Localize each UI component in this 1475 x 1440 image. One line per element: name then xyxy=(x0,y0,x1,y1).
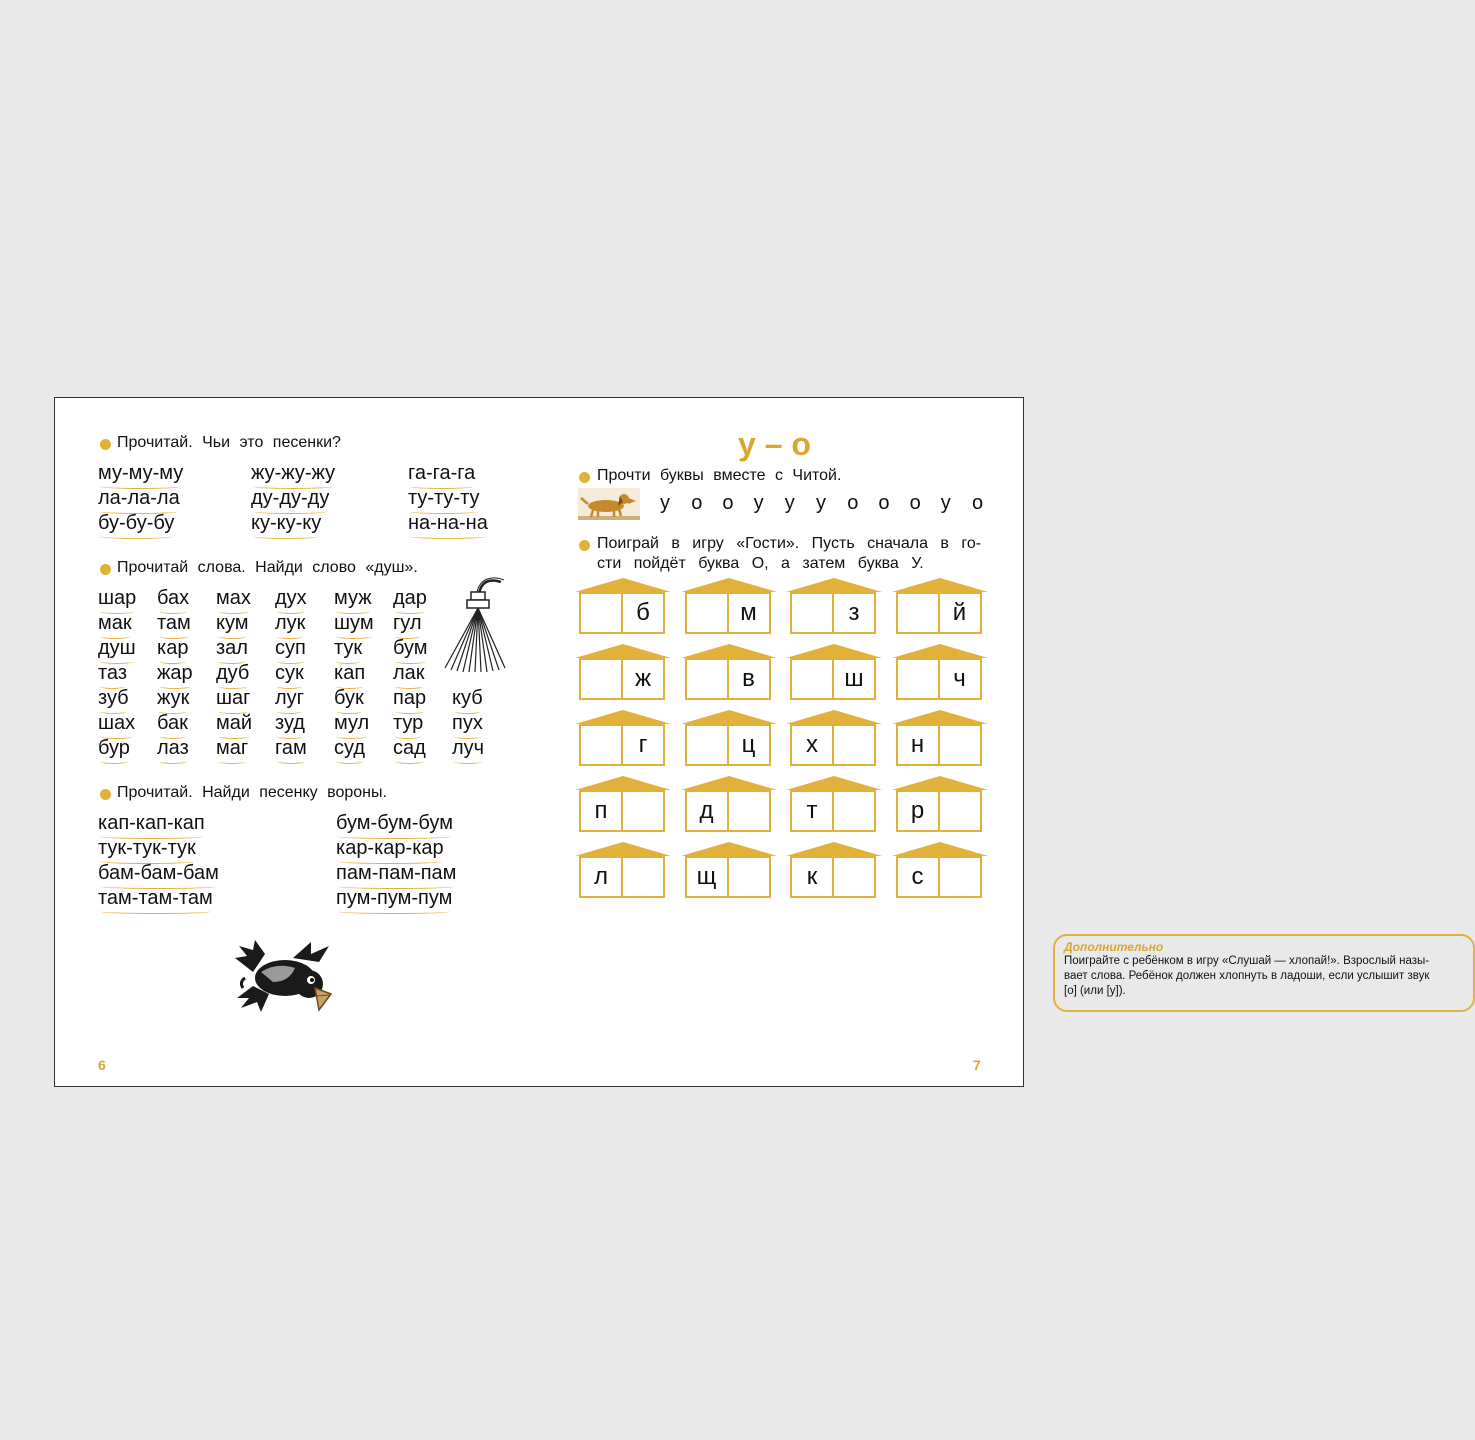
letter: о xyxy=(972,492,984,514)
house-room-left[interactable]: н xyxy=(910,731,925,758)
house-roof xyxy=(681,710,777,724)
house-room-right[interactable]: ц xyxy=(727,726,769,764)
letter: о xyxy=(878,492,890,514)
house-body xyxy=(685,724,771,766)
word-cell: бум xyxy=(393,636,428,660)
house-room-left[interactable] xyxy=(792,660,832,698)
letter-house xyxy=(892,644,988,706)
house-body xyxy=(896,658,982,700)
letter-house xyxy=(786,578,882,640)
word-cell: мак xyxy=(98,611,132,635)
house-room-left[interactable] xyxy=(687,726,727,764)
word-cell: шаг xyxy=(216,686,250,710)
song-word: бум-бум-бум xyxy=(336,811,453,835)
song-word: бам-бам-бам xyxy=(98,861,219,885)
house-room-left[interactable]: к xyxy=(806,863,818,890)
word-cell: куб xyxy=(452,686,483,710)
letter-house xyxy=(575,710,671,772)
letter-house xyxy=(575,776,671,838)
house-roof xyxy=(786,776,882,790)
page-title: у – о xyxy=(738,426,811,462)
extra-line: вает слова. Ребёнок должен хлопнуть в ладоши, если услышит звук xyxy=(1064,970,1430,982)
house-room-left[interactable] xyxy=(687,594,727,632)
house-body xyxy=(579,592,665,634)
section2-instruction-line1: Поиграй в игру «Гости». Пусть сначала в го- xyxy=(597,535,982,552)
syllable-word: му-му-му xyxy=(98,461,183,485)
section2-instruction-line2: сти пойдёт буква О, а затем буква У. xyxy=(597,555,924,572)
house-body xyxy=(685,592,771,634)
word-cell: душ xyxy=(98,636,136,660)
letter: у xyxy=(940,492,951,514)
house-room-right[interactable]: ш xyxy=(832,660,874,698)
word-cell: маг xyxy=(216,736,248,760)
song-word: пам-пам-пам xyxy=(336,861,456,885)
house-room-right[interactable] xyxy=(727,792,769,830)
house-roof xyxy=(575,644,671,658)
shower-head-icon xyxy=(441,576,509,674)
word-cell: таз xyxy=(98,661,127,685)
letter-house xyxy=(786,842,882,904)
word-cell: сад xyxy=(393,736,426,760)
letter: у xyxy=(753,492,764,514)
house-room-left[interactable]: т xyxy=(806,797,818,824)
word-cell: бур xyxy=(98,736,130,760)
house-room-right[interactable] xyxy=(832,858,874,896)
house-roof xyxy=(575,842,671,856)
house-room-right[interactable] xyxy=(938,858,980,896)
dachshund-icon xyxy=(578,488,640,520)
letter-house xyxy=(786,710,882,772)
word-cell: муж xyxy=(334,586,372,610)
song-word: кар-кар-кар xyxy=(336,836,444,860)
house-body xyxy=(896,724,982,766)
house-room-left[interactable] xyxy=(581,660,621,698)
house-room-right[interactable] xyxy=(727,858,769,896)
house-roof xyxy=(681,578,777,592)
house-room-right[interactable] xyxy=(938,792,980,830)
house-roof xyxy=(786,710,882,724)
house-room-right[interactable]: в xyxy=(727,660,769,698)
house-roof xyxy=(681,644,777,658)
letter: у xyxy=(660,492,670,514)
house-room-right[interactable]: ч xyxy=(938,660,980,698)
word-cell: сук xyxy=(275,661,304,685)
house-roof xyxy=(786,578,882,592)
word-cell: шар xyxy=(98,586,136,610)
house-body xyxy=(896,790,982,832)
word-cell: гул xyxy=(393,611,422,635)
word-cell: шах xyxy=(98,711,135,735)
word-cell: дух xyxy=(275,586,307,610)
letter-house xyxy=(575,842,671,904)
house-body xyxy=(685,658,771,700)
section1-instruction: Прочитай. Чьи это песенки? xyxy=(117,434,341,451)
house-room-left[interactable] xyxy=(581,594,621,632)
word-cell: луг xyxy=(275,686,304,710)
house-room-left[interactable] xyxy=(792,594,832,632)
letter-house xyxy=(892,842,988,904)
word-cell: жук xyxy=(157,686,189,710)
bullet-icon xyxy=(579,472,590,483)
house-roof xyxy=(681,842,777,856)
page-number: 6 xyxy=(98,1057,106,1073)
house-room-right[interactable] xyxy=(832,792,874,830)
word-cell: бах xyxy=(157,586,189,610)
house-roof xyxy=(892,710,988,724)
word-cell: зал xyxy=(216,636,248,660)
word-cell: суд xyxy=(334,736,365,760)
house-room-right[interactable]: м xyxy=(727,594,769,632)
house-body xyxy=(579,856,665,898)
left-page xyxy=(55,398,540,1086)
word-cell: мах xyxy=(216,586,251,610)
house-room-left[interactable]: л xyxy=(593,863,608,890)
house-room-left[interactable]: с xyxy=(911,863,924,890)
word-cell: дар xyxy=(393,586,427,610)
word-cell: лук xyxy=(275,611,305,635)
word-cell: пух xyxy=(452,711,483,735)
house-body xyxy=(790,724,876,766)
word-cell: гам xyxy=(275,736,307,760)
house-room-right[interactable] xyxy=(832,726,874,764)
house-room-left[interactable]: р xyxy=(910,797,925,824)
word-cell: тук xyxy=(334,636,362,660)
song-word: пум-пум-пум xyxy=(336,886,452,910)
syllable-word: ку-ку-ку xyxy=(251,511,321,535)
house-room-left[interactable] xyxy=(687,660,727,698)
letter-house xyxy=(575,644,671,706)
word-cell: лак xyxy=(393,661,425,685)
word-cell: шум xyxy=(334,611,374,635)
letter-house xyxy=(892,776,988,838)
letter: у xyxy=(816,492,826,514)
word-cell: пар xyxy=(393,686,426,710)
house-room-right[interactable]: й xyxy=(938,594,980,632)
syllable-word: жу-жу-жу xyxy=(251,461,335,485)
word-cell: зуб xyxy=(98,686,129,710)
extra-line: Поиграйте с ребёнком в игру «Слушай — хлопай!». Взрослый назы- xyxy=(1064,955,1430,967)
word-cell: лаз xyxy=(157,736,189,760)
house-room-left[interactable]: д xyxy=(699,797,714,824)
word-cell: жар xyxy=(157,661,193,685)
bullet-icon xyxy=(579,540,590,551)
bullet-icon xyxy=(100,789,111,800)
syllable-word: ла-ла-ла xyxy=(98,486,180,510)
letter-house xyxy=(681,842,777,904)
right-page xyxy=(540,398,1430,1086)
house-room-right[interactable] xyxy=(621,858,663,896)
letter-house xyxy=(892,578,988,640)
word-cell: кап xyxy=(334,661,365,685)
word-cell: мул xyxy=(334,711,369,735)
section2-instruction: Прочитай слова. Найди слово «душ». xyxy=(117,559,418,576)
house-room-right[interactable]: ж xyxy=(621,660,663,698)
letter-house xyxy=(681,710,777,772)
book-spread xyxy=(54,397,1430,1087)
house-body xyxy=(896,856,982,898)
extra-line: [о] (или [у]). xyxy=(1064,985,1126,997)
house-roof xyxy=(575,776,671,790)
word-cell: зуд xyxy=(275,711,305,735)
syllable-word: бу-бу-бу xyxy=(98,511,174,535)
letter-house xyxy=(681,776,777,838)
letter: о xyxy=(691,492,703,514)
crow-illustration xyxy=(233,938,337,1020)
house-room-right[interactable]: з xyxy=(832,594,874,632)
letter-house xyxy=(786,644,882,706)
letter-house xyxy=(892,710,988,772)
word-cell: бук xyxy=(334,686,364,710)
letter: о xyxy=(909,492,921,514)
word-cell: тур xyxy=(393,711,423,735)
letter: у xyxy=(784,492,795,514)
house-room-left[interactable] xyxy=(898,594,938,632)
house-body xyxy=(790,790,876,832)
house-body xyxy=(685,856,771,898)
house-room-right[interactable]: б xyxy=(621,594,663,632)
house-roof xyxy=(892,842,988,856)
song-word: кап-кап-кап xyxy=(98,811,205,835)
house-roof xyxy=(681,776,777,790)
house-body xyxy=(579,790,665,832)
word-cell: луч xyxy=(452,736,484,760)
word-cell: там xyxy=(157,611,191,635)
letter-house xyxy=(681,644,777,706)
word-cell: кар xyxy=(157,636,188,660)
house-body xyxy=(790,658,876,700)
word-cell: дуб xyxy=(216,661,249,685)
word-cell: май xyxy=(216,711,252,735)
word-cell: суп xyxy=(275,636,306,660)
extra-box xyxy=(1053,934,1475,1012)
house-body xyxy=(790,592,876,634)
house-roof xyxy=(892,776,988,790)
letter-house xyxy=(786,776,882,838)
syllable-word: га-га-га xyxy=(408,461,475,485)
section3-instruction: Прочитай. Найди песенку вороны. xyxy=(117,784,387,801)
house-roof xyxy=(786,644,882,658)
syllable-word: ту-ту-ту xyxy=(408,486,479,510)
house-room-left[interactable] xyxy=(581,726,621,764)
extra-title: Дополнительно xyxy=(1064,940,1164,954)
letter-house xyxy=(575,578,671,640)
house-body xyxy=(790,856,876,898)
song-word: там-там-там xyxy=(98,886,213,910)
house-body xyxy=(579,658,665,700)
house-roof xyxy=(786,842,882,856)
house-roof xyxy=(575,710,671,724)
syllable-word: на-на-на xyxy=(408,511,488,535)
page-number: 7 xyxy=(973,1057,981,1073)
house-room-left[interactable]: х xyxy=(806,731,818,758)
letter-house xyxy=(681,578,777,640)
syllable-word: ду-ду-ду xyxy=(251,486,329,510)
house-room-left[interactable]: щ xyxy=(696,863,717,890)
house-roof xyxy=(892,644,988,658)
house-body xyxy=(579,724,665,766)
letter: о xyxy=(722,492,734,514)
letter: о xyxy=(847,492,859,514)
house-room-left[interactable] xyxy=(898,660,938,698)
section1-instruction: Прочти буквы вместе с Читой. xyxy=(597,467,842,484)
bullet-icon xyxy=(100,564,111,575)
house-roof xyxy=(575,578,671,592)
house-room-right[interactable]: г xyxy=(621,726,663,764)
house-body xyxy=(896,592,982,634)
house-room-right[interactable] xyxy=(621,792,663,830)
house-room-right[interactable] xyxy=(938,726,980,764)
bullet-icon xyxy=(100,439,111,450)
house-room-left[interactable]: п xyxy=(594,797,608,824)
word-cell: бак xyxy=(157,711,188,735)
house-roof xyxy=(892,578,988,592)
word-cell: кум xyxy=(216,611,249,635)
song-word: тук-тук-тук xyxy=(98,836,196,860)
house-body xyxy=(685,790,771,832)
